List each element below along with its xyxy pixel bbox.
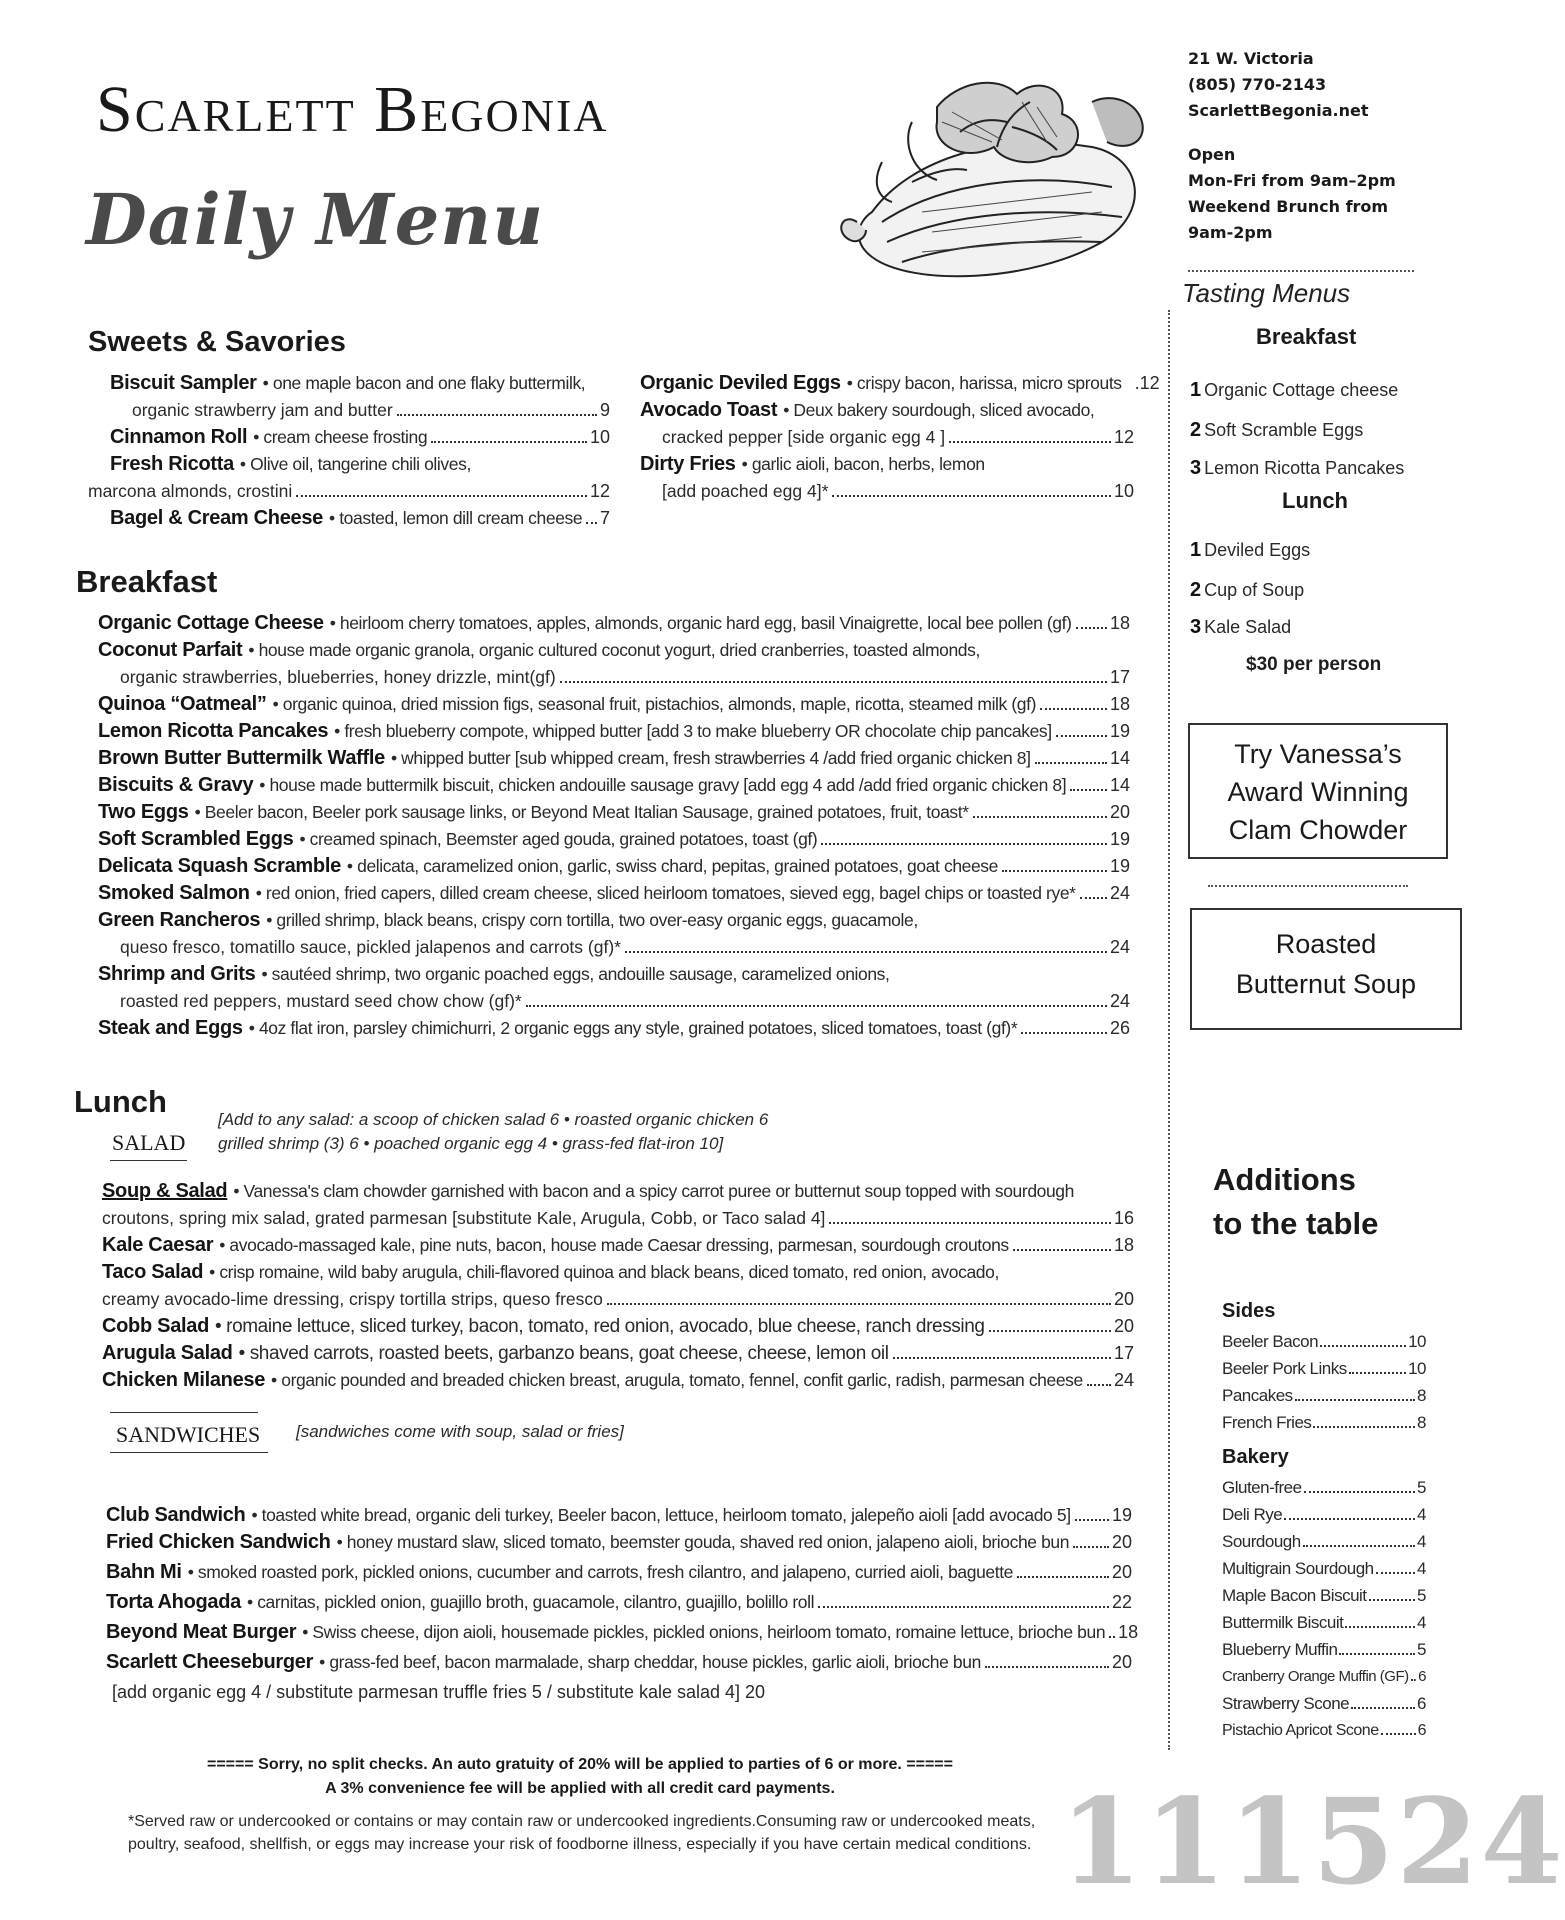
- open-label: Open: [1188, 145, 1236, 164]
- split-check-notice: ===== Sorry, no split checks. An auto gratuity of 20% will be applied to parties of 6 or more. =====: [206, 1756, 953, 1773]
- tasting-breakfast-list: [1190, 370, 1404, 482]
- column-divider: [1168, 310, 1170, 1750]
- sweets-left-column: Biscuit Sampler • one maple bacon and one flaky buttermilk, organic strawberry jam and butter 9 Cinnamon Roll • cream cheese frosting 10 Fresh Ricotta • Olive oil, tangerine chili olives, marcona almonds, crostini 12 Bagel & Cream Cheese • toasted, lemon dill cream cheese 7: [110, 370, 610, 532]
- menu-item: Club Sandwich • toasted white bread, organic deli turkey, Beeler bacon, lettuce, heirloom tomato, jalepeño aioli [add avocado 5] 19: [106, 1504, 1132, 1526]
- menu-item: Steak and Eggs • 4oz flat iron, parsley chimichurri, 2 organic eggs any style, grained potatoes, sliced tomatoes, toast (gf)* 26: [98, 1017, 1130, 1039]
- tasting-breakfast-heading: Breakfast: [1256, 324, 1357, 349]
- menu-item: Soft Scrambled Eggs • creamed spinach, Beemster aged gouda, grained potatoes, toast (gf) 19: [98, 828, 1130, 850]
- menu-item: Cobb Salad • romaine lettuce, sliced turkey, bacon, tomato, red onion, avocado, blue cheese, ranch dressing 20: [102, 1315, 1134, 1337]
- sides-list: [1222, 1328, 1426, 1436]
- menu-item: Biscuit Sampler • one maple bacon and one flaky buttermilk,: [110, 372, 586, 394]
- menu-title: Daily Menu: [86, 178, 545, 261]
- clam-chowder-special: Try Vanessa’s Award Winning Clam Chowder: [1188, 723, 1448, 859]
- list-item: Maple Bacon Biscuit 5: [1222, 1586, 1426, 1605]
- list-item: Beeler Pork Links 10: [1222, 1359, 1426, 1378]
- menu-item: Quinoa “Oatmeal” • organic quinoa, dried mission figs, seasonal fruit, pistachios, almonds, maple, ricotta, steamed milk (gf) 18: [98, 693, 1130, 715]
- menu-item: Two Eggs • Beeler bacon, Beeler pork sausage links, or Beyond Meat Italian Sausage, grained potatoes, fruit, toast* 20: [98, 801, 1130, 823]
- additions-heading: Additions to the table: [1213, 1162, 1379, 1241]
- menu-item: Dirty Fries • garlic aioli, bacon, herbs, lemon: [640, 453, 985, 475]
- menu-item: Coconut Parfait • house made organic granola, organic cultured coconut yogurt, dried cranberries, toasted almonds,: [98, 639, 980, 661]
- menu-item: Cinnamon Roll • cream cheese frosting 10: [110, 426, 610, 448]
- weekday-hours: Mon-Fri from 9am–2pm: [1188, 171, 1396, 190]
- menu-item: Biscuits & Gravy • house made buttermilk biscuit, chicken andouille sausage gravy [add egg 4 add /add fried organic chicken 8] 14: [98, 774, 1130, 796]
- menu-item: Soup & Salad • Vanessa's clam chowder garnished with bacon and a spicy carrot puree or butternut soup topped with sourdough: [102, 1180, 1074, 1202]
- menu-item: Organic Deviled Eggs • crispy bacon, harissa, micro sprouts .12: [640, 372, 1160, 394]
- list-item: 3 Lemon Ricotta Pancakes: [1190, 457, 1405, 479]
- list-item: Cranberry Orange Muffin (GF) 6: [1222, 1668, 1426, 1685]
- list-item: Beeler Bacon 10: [1222, 1332, 1426, 1351]
- menu-item: Smoked Salmon • red onion, fried capers, dilled cream cheese, sliced heirloom tomatoes, sieved egg, bagel chips or toasted rye* 24: [98, 882, 1130, 904]
- menu-item: Fresh Ricotta • Olive oil, tangerine chili olives,: [110, 453, 471, 475]
- list-item: Deli Rye 4: [1222, 1505, 1426, 1524]
- menu-item: Beyond Meat Burger • Swiss cheese, dijon aioli, housemade pickles, pickled onions, heirloom tomato, romaine lettuce, brioche bun 18: [106, 1621, 1139, 1643]
- salad-list: Soup & Salad • Vanessa's clam chowder garnished with bacon and a spicy carrot puree or butternut soup topped with sourdough croutons, spring mix salad, grated parmesan [substitute Kale, Arugula, Cobb, or Taco salad 4] 16 Kale Caesar • avocado-massaged kale, pine nuts, bacon, house made Caesar dressing, parmesan, sourdough croutons 18 Taco Salad • crisp romaine, wild baby arugula, chili-flavored quinoa and black beans, diced tomato, red onion, avocado, creamy avocado-lime dressing, crispy tortilla strips, queso fresco 20 Cobb Salad • romaine lettuce, sliced turkey, bacon, tomato, red onion, avocado, blue cheese, ranch dressing 20 Arugula Salad • shaved carrots, roasted beets, garbanzo beans, goat cheese, cheese, lemon oil 17 Chicken Milanese • organic pounded and breaded chicken breast, arugula, tomato, fennel, confit garlic, radish, parmesan cheese 24: [102, 1178, 1134, 1394]
- breakfast-list: Organic Cottage Cheese • heirloom cherry tomatoes, apples, almonds, organic hard egg, basil Vinaigrette, local bee pollen (gf) 18 Coconut Parfait • house made organic granola, organic cultured coconut yogurt, dried cranberries, toasted almonds, organic strawberries, blueberries, honey drizzle, mint(gf) 17 Quinoa “Oatmeal” • organic quinoa, dried mission figs, seasonal fruit, pistachios, almonds, maple, ricotta, steamed milk (gf) 18 Lemon Ricotta Pancakes • fresh blueberry compote, whipped butter [add 3 to make blueberry OR chocolate chip pancakes] 19 Brown Butter Buttermilk Waffle • whipped butter [sub whipped cream, fresh strawberries 4 /add fried organic chicken 8] 14 Biscuits & Gravy • house made buttermilk biscuit, chicken andouille sausage gravy [add egg 4 add /add fried organic chicken 8] 14 Two Eggs • Beeler bacon, Beeler pork sausage links, or Beyond Meat Italian Sausage, grained potatoes, fruit, toast* 20 Soft Scrambled Eggs • creamed spinach, Beemster aged gouda, grained potatoes, toast (gf) 19 Delicata Squash Scramble • delicata, caramelized onion, garlic, swiss chard, pepitas, grained potatoes, goat cheese 19 Smoked Salmon • red onion, fried capers, dilled cream cheese, sliced heirloom tomatoes, sieved egg, bagel chips or toasted rye* 24 Green Rancheros • grilled shrimp, black beans, crispy corn tortilla, two over-easy organic eggs, guacamole, queso fresco, tomatillo sauce, pickled jalapenos and carrots (gf)* 24 Shrimp and Grits • sautéed shrimp, two organic poached eggs, andouille sausage, caramelized onions, roasted red peppers, mustard seed chow chow (gf)* 24 Steak and Eggs • 4oz flat iron, parsley chimichurri, 2 organic eggs any style, grained potatoes, sliced tomatoes, toast (gf)* 26: [98, 610, 1130, 1042]
- menu-item: Organic Cottage Cheese • heirloom cherry tomatoes, apples, almonds, organic hard egg, basil Vinaigrette, local bee pollen (gf) 18: [98, 612, 1130, 634]
- sweets-heading: Sweets & Savories: [88, 326, 346, 358]
- list-item: French Fries 8: [1222, 1413, 1426, 1432]
- menu-item: Torta Ahogada • carnitas, pickled onion, guajillo broth, guacamole, cilantro, guajillo, bolillo roll 22: [106, 1591, 1132, 1613]
- divider: [110, 1452, 268, 1453]
- salad-label: SALAD: [110, 1130, 187, 1161]
- menu-item: Lemon Ricotta Pancakes • fresh blueberry compote, whipped butter [add 3 to make blueberry OR chocolate chip pancakes] 19: [98, 720, 1130, 742]
- menu-item: Avocado Toast • Deux bakery sourdough, sliced avocado,: [640, 399, 1095, 421]
- menu-item: Chicken Milanese • organic pounded and breaded chicken breast, arugula, tomato, fennel, confit garlic, radish, parmesan cheese 24: [102, 1369, 1134, 1391]
- weekend-hours: Weekend Brunch from 9am-2pm: [1188, 197, 1389, 242]
- list-item: Multigrain Sourdough 4: [1222, 1559, 1426, 1578]
- website-link[interactable]: ScarlettBegonia.net: [1188, 101, 1369, 120]
- phone-number: (805) 770-2143: [1188, 75, 1327, 94]
- sandwiches-label: SANDWICHES: [116, 1422, 261, 1447]
- card-fee-notice: A 3% convenience fee will be applied with all credit card payments.: [325, 1780, 835, 1797]
- sides-heading: Sides: [1222, 1300, 1276, 1322]
- divider: [1208, 885, 1408, 887]
- tasting-lunch-heading: Lunch: [1282, 488, 1348, 513]
- menu-item: Shrimp and Grits • sautéed shrimp, two organic poached eggs, andouille sausage, caramelized onions,: [98, 963, 890, 985]
- bakery-list: [1222, 1474, 1426, 1744]
- butternut-soup-special: Roasted Butternut Soup: [1190, 908, 1462, 1030]
- menu-item: Brown Butter Buttermilk Waffle • whipped butter [sub whipped cream, fresh strawberries 4 /add fried organic chicken 8] 14: [98, 747, 1130, 769]
- tasting-menus-heading: Tasting Menus: [1182, 278, 1351, 308]
- list-item: 2 Soft Scramble Eggs: [1190, 419, 1364, 441]
- sandwich-note: [sandwiches come with soup, salad or fries]: [296, 1422, 624, 1441]
- tasting-lunch-list: [1190, 530, 1310, 642]
- list-item: Pistachio Apricot Scone 6: [1222, 1722, 1426, 1739]
- list-item: 1 Deviled Eggs: [1190, 539, 1311, 561]
- menu-item: Bahn Mi • smoked roasted pork, pickled onions, cucumber and carrots, fresh cilantro, and jalapeno, curried aioli, baguette 20: [106, 1561, 1132, 1583]
- squash-illustration: [762, 62, 1162, 292]
- divider: [110, 1412, 258, 1413]
- sweets-right-column: Organic Deviled Eggs • crispy bacon, harissa, micro sprouts .12 Avocado Toast • Deux bakery sourdough, sliced avocado, cracked pepper [side organic egg 4 ] 12 Dirty Fries • garlic aioli, bacon, herbs, lemon [add poached egg 4]* 10: [640, 372, 1160, 501]
- list-item: Blueberry Muffin 5: [1222, 1640, 1426, 1659]
- menu-item: Delicata Squash Scramble • delicata, caramelized onion, garlic, swiss chard, pepitas, grained potatoes, goat cheese 19: [98, 855, 1130, 877]
- list-item: Pancakes 8: [1222, 1386, 1426, 1405]
- menu-item: Fried Chicken Sandwich • honey mustard slaw, sliced tomato, beemster gouda, shaved red onion, jalapeno aioli, brioche bun 20: [106, 1531, 1132, 1553]
- list-item: Sourdough 4: [1222, 1532, 1426, 1551]
- breakfast-heading: Breakfast: [76, 564, 218, 599]
- address: 21 W. Victoria: [1188, 49, 1314, 68]
- contact-block: [1188, 46, 1418, 246]
- list-item: 2 Cup of Soup: [1190, 579, 1305, 601]
- tasting-price: $30 per person: [1246, 654, 1382, 675]
- menu-date-code: 111524: [1060, 1772, 1565, 1911]
- list-item: 3 Kale Salad: [1190, 616, 1292, 638]
- menu-item: Scarlett Cheeseburger • grass-fed beef, bacon marmalade, sharp cheddar, house pickles, garlic aioli, brioche bun 20: [106, 1651, 1132, 1673]
- food-safety-notice: *Served raw or undercooked or contains or may contain raw or undercooked ingredients.Consuming raw or undercooked meats, poultry, seafood, shellfish, or eggs may increase your risk of foodborne illness, especially if you have certain medical conditions.: [128, 1813, 1036, 1853]
- restaurant-name: Scarlett Begonia: [96, 73, 609, 146]
- list-item: 1 Organic Cottage cheese: [1190, 379, 1399, 401]
- list-item: Buttermilk Biscuit 4: [1222, 1613, 1426, 1632]
- lunch-heading: Lunch: [74, 1084, 167, 1119]
- divider: [1188, 270, 1414, 272]
- sandwich-list: [106, 1502, 1139, 1706]
- menu-item: Kale Caesar • avocado-massaged kale, pine nuts, bacon, house made Caesar dressing, parmesan, sourdough croutons 18: [102, 1234, 1134, 1256]
- menu-item: Taco Salad • crisp romaine, wild baby arugula, chili-flavored quinoa and black beans, diced tomato, red onion, avocado,: [102, 1261, 999, 1283]
- menu-item: Green Rancheros • grilled shrimp, black beans, crispy corn tortilla, two over-easy organic eggs, guacamole,: [98, 909, 918, 931]
- sandwich-addons: [add organic egg 4 / substitute parmesan truffle fries 5 / substitute kale salad 4] 20: [112, 1682, 766, 1702]
- salad-addons-note: [Add to any salad: a scoop of chicken salad 6 • roasted organic chicken 6 grilled shrimp (3) 6 • poached organic egg 4 • grass-fed flat-iron 10]: [218, 1110, 769, 1153]
- menu-item: Arugula Salad • shaved carrots, roasted beets, garbanzo beans, goat cheese, cheese, lemon oil 17: [102, 1342, 1134, 1364]
- list-item: Strawberry Scone 6: [1222, 1694, 1426, 1713]
- menu-item: Bagel & Cream Cheese • toasted, lemon dill cream cheese 7: [110, 507, 610, 529]
- bakery-heading: Bakery: [1222, 1446, 1289, 1468]
- list-item: Gluten-free 5: [1222, 1478, 1426, 1497]
